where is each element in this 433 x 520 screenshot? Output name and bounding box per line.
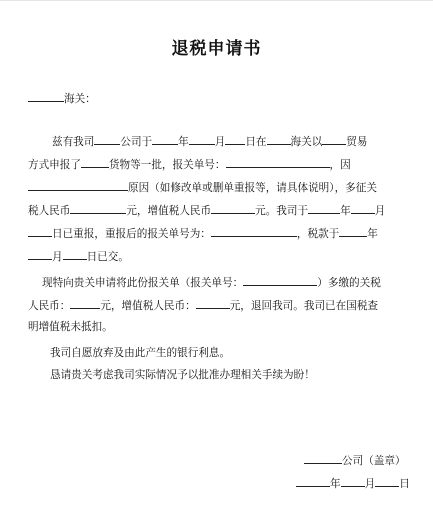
reason-blank[interactable]: [28, 179, 128, 191]
p1-text: 方式申报了: [28, 159, 81, 171]
reapply-year-blank[interactable]: [308, 202, 340, 214]
company-blank[interactable]: [94, 133, 120, 145]
p4-line: [50, 368, 315, 382]
p3-line: [50, 346, 230, 360]
declaration-number-blank[interactable]: [226, 156, 330, 168]
p1-text: 货物等一批，报关单号：: [108, 159, 226, 171]
signature-day-blank[interactable]: [375, 475, 399, 487]
p2-text: 元，退回我司。我司已在国税查: [229, 300, 379, 312]
refund-declaration-number-blank[interactable]: [243, 274, 317, 286]
signature-company-blank[interactable]: [304, 452, 342, 464]
salutation-line: [28, 90, 96, 106]
p1-text: 月: [52, 251, 63, 263]
p2-text: ）多缴的关税: [317, 277, 381, 289]
p1-text: ，因: [329, 159, 351, 171]
p1-text: 兹有我司: [52, 136, 95, 148]
p4-text: 恳请贵关考虑我司实际情况予以批准办理相关手续为盼！: [50, 369, 315, 381]
signature-month-blank[interactable]: [341, 475, 365, 487]
p2-line-1: [42, 274, 381, 290]
p2-text: 人民币：: [28, 300, 71, 312]
salutation-suffix: 海关：: [64, 93, 96, 105]
year-blank[interactable]: [152, 133, 178, 145]
document-title: 退税申请书: [171, 39, 262, 59]
p1-text: 税人民币: [28, 205, 71, 217]
p1-line-6: [28, 248, 129, 264]
p3-text: 我司自愿放弃及由此产生的银行利息。: [50, 347, 231, 359]
customs-duty-blank[interactable]: [70, 202, 126, 214]
reapply-month-blank[interactable]: [351, 202, 375, 214]
p1-line-5: [28, 225, 378, 241]
p1-line-2: [28, 156, 351, 172]
p1-line-4: [28, 202, 385, 218]
p1-line-1: [52, 133, 368, 149]
paid-month-blank-lead[interactable]: [28, 248, 52, 260]
signature-date-line: [296, 475, 410, 491]
p1-text: 原因（如修改单或删单重报等，请具体说明），多征关: [128, 182, 377, 194]
p1-text: 元。我司于: [255, 205, 309, 217]
p1-text: 贸易: [346, 136, 368, 148]
customs-blank[interactable]: [267, 133, 291, 145]
signature-year-label: 年: [330, 478, 341, 490]
trade-mode-blank[interactable]: [322, 133, 346, 145]
vat-blank[interactable]: [211, 202, 255, 214]
month-blank[interactable]: [189, 133, 215, 145]
p1-text: 日已交。: [86, 251, 129, 263]
p2-line-2: [28, 297, 378, 313]
p1-text: 日已重报，重报后的报关单号为：: [52, 228, 211, 240]
p2-text: 元，增值税人民币：: [100, 300, 196, 312]
p1-text: 日在: [245, 136, 267, 148]
p2-text: 现特向贵关申请将此份报关单（报关单号：: [42, 277, 244, 289]
p2-text: 明增值税未抵扣。: [28, 321, 113, 333]
new-declaration-number-blank[interactable]: [211, 225, 297, 237]
p1-text: 元，增值税人民币: [126, 205, 212, 217]
p1-text: 公司于: [120, 136, 153, 148]
signature-company-line: [304, 452, 406, 468]
paid-day-blank[interactable]: [63, 248, 87, 260]
p1-text: 月: [374, 205, 386, 217]
day-blank[interactable]: [225, 133, 245, 145]
goods-blank[interactable]: [81, 156, 109, 168]
p1-line-3: [28, 179, 377, 195]
p1-text: 年: [178, 136, 189, 148]
reapply-day-blank[interactable]: [28, 225, 52, 237]
refund-vat-blank[interactable]: [196, 297, 230, 309]
p1-text: 月: [214, 136, 226, 148]
p1-text: ，税款于: [296, 228, 340, 240]
signature-month-label: 月: [364, 478, 376, 490]
signature-company-suffix: 公司（盖章）: [342, 455, 406, 467]
p1-text: 年: [367, 228, 378, 240]
p2-line-3: [28, 320, 113, 334]
p1-text: 年: [340, 205, 351, 217]
signature-year-blank[interactable]: [296, 475, 330, 487]
signature-day-label: 日: [399, 478, 410, 490]
p1-text: 海关以: [290, 136, 323, 148]
refund-duty-blank[interactable]: [70, 297, 100, 309]
customs-name-blank[interactable]: [28, 90, 64, 102]
page-top-border: [0, 0, 433, 1]
paid-year-blank[interactable]: [339, 225, 367, 237]
